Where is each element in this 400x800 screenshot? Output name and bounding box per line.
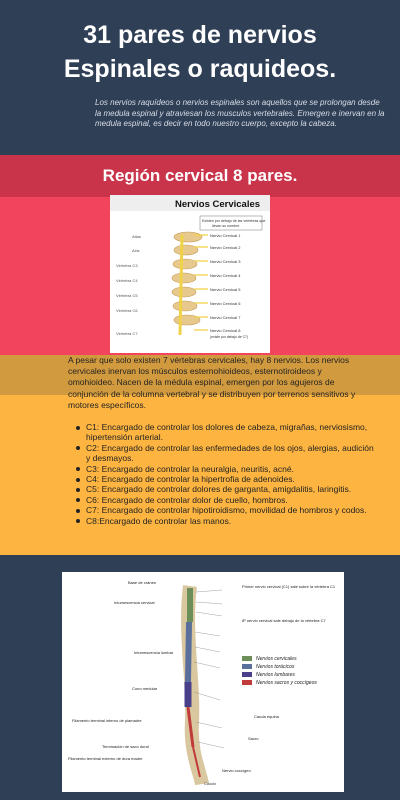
- list-item: C3: Encargado de controlar la neuralgia, neuritis, acné.: [74, 464, 374, 474]
- svg-text:Vértebra C7: Vértebra C7: [116, 331, 138, 336]
- spinal-cord-diagram: [62, 572, 344, 792]
- svg-text:Nervio coccígeo: Nervio coccígeo: [222, 768, 251, 773]
- svg-text:Nervio Cervical 5: Nervio Cervical 5: [210, 287, 241, 292]
- list-item: C8:Encargado de controlar las manos.: [74, 516, 374, 526]
- cervical-diagram: [110, 195, 270, 353]
- svg-text:Intumescencia cervical: Intumescencia cervical: [114, 600, 155, 605]
- svg-text:Nervio Cervical 3: Nervio Cervical 3: [210, 259, 241, 264]
- nerve-functions-list: [74, 422, 374, 526]
- section-title: Región cervical 8 pares.: [102, 166, 298, 185]
- legend-label: Nervios lumbares: [256, 672, 295, 678]
- list-item: C7: Encargado de controlar hipotiroidismo, movilidad de hombros y codos.: [74, 505, 374, 515]
- spine-column: [188, 586, 202, 784]
- list-item: C5: Encargado de controlar dolores de garganta, amigdalitis, laringitis.: [74, 484, 374, 494]
- svg-text:Vértebra C6: Vértebra C6: [116, 308, 138, 313]
- cervical-box-line-2: llevan su nombre: [212, 224, 240, 228]
- cervical-heading: Nervios Cervicales: [175, 199, 261, 210]
- svg-text:Vértebra C4: Vértebra C4: [116, 278, 138, 283]
- cervical-nerves-figure: [110, 195, 270, 353]
- spine-legend: [242, 656, 317, 686]
- legend-swatch-cervical: [242, 656, 252, 661]
- title-line-1: 31 pares de nervios: [83, 21, 317, 49]
- svg-text:Nervio Cervical 6: Nervio Cervical 6: [210, 301, 241, 306]
- list-item: C4: Encargado de controlar la hipertrofia de adenoides.: [74, 474, 374, 484]
- svg-text:(existe por debajo de C7): (existe por debajo de C7): [210, 335, 249, 339]
- list-item: C2: Encargado de controlar las enfermedades de los ojos, alergias, audición y desmayos.: [74, 443, 374, 464]
- legend-swatch-thoracic: [242, 664, 252, 669]
- svg-text:Axis: Axis: [132, 248, 140, 253]
- legend-label: Nervios sacros y coccígeos: [256, 680, 317, 686]
- svg-text:8º nervio cervical sale debajo: 8º nervio cervical sale debajo de la vértebra C7: [242, 618, 326, 623]
- svg-text:Nervio Cervical 4: Nervio Cervical 4: [210, 273, 241, 278]
- page-title: [0, 18, 400, 86]
- svg-text:Filamento terminal externo de: Filamento terminal externo de dura madre: [68, 756, 143, 761]
- list-item: C6: Encargado de controlar dolor de cuello, hombros.: [74, 495, 374, 505]
- svg-text:Filamento terminal interno de: Filamento terminal interno de piamadre: [72, 718, 142, 723]
- svg-text:Nervio Cervical 2: Nervio Cervical 2: [210, 245, 241, 250]
- spinal-cord-figure: [62, 572, 344, 792]
- list-item: C1: Encargado de controlar los dolores de cabeza, migrañas, nerviosismo, hipertensión arterial.: [74, 422, 374, 443]
- svg-text:Vértebra C3: Vértebra C3: [116, 263, 138, 268]
- legend-swatch-lumbar: [242, 672, 252, 677]
- svg-text:Primer nervio cervical (C1) sa: Primer nervio cervical (C1) sale sobre la vértebra C1: [242, 584, 336, 589]
- cervical-left-labels: [116, 234, 141, 336]
- svg-text:Cóccix: Cóccix: [204, 781, 217, 786]
- legend-label: Nervios cervicales: [256, 656, 297, 662]
- cervical-right-labels: [210, 233, 248, 339]
- spine-left-labels: [68, 580, 174, 761]
- svg-text:Atlas: Atlas: [132, 234, 141, 239]
- svg-text:Vértebra C5: Vértebra C5: [116, 293, 138, 298]
- svg-text:Nervio Cervical 1: Nervio Cervical 1: [210, 233, 241, 238]
- svg-text:Cono medular: Cono medular: [132, 686, 158, 691]
- svg-text:Base de cráneo: Base de cráneo: [128, 580, 157, 585]
- svg-text:Nervio Cervical 7: Nervio Cervical 7: [210, 315, 241, 320]
- cervical-box-line-1: Existen por debajo de las vértebras que: [202, 219, 266, 223]
- cervical-description: A pesar que solo existen 7 vértebras cervicales, hay 8 nervios. Los nervios cervicales inervan los músculos esternohioideos, esternotiroideos y omohioideo. Nacen de la médula espinal, emergen por los agujeros de conjunción de la columna vertebral y se distribuyen por terrenos sensitivos y motores específicos.: [68, 355, 356, 410]
- legend-label: Nervios torácicos: [256, 664, 295, 670]
- intro-text: Los nervios raquídeos o nervios espinales son aquellos que se prolongan desde la medula espinal y atraviesan los musculos vertebrales. Emergen e inervan en la medula espinal, es decir en todo nuestro cuerpo, excepto la cabeza.: [95, 98, 385, 128]
- legend-swatch-sacral: [242, 680, 252, 685]
- svg-text:Sacro: Sacro: [248, 736, 259, 741]
- svg-text:Terminación de saco dural: Terminación de saco dural: [102, 744, 149, 749]
- svg-text:Nervio Cervical 8: Nervio Cervical 8: [210, 328, 241, 333]
- title-line-2: Espinales o raquideos.: [63, 55, 337, 83]
- svg-text:Intumescencia lumbar: Intumescencia lumbar: [134, 650, 174, 655]
- svg-text:Cauda equina: Cauda equina: [254, 714, 279, 719]
